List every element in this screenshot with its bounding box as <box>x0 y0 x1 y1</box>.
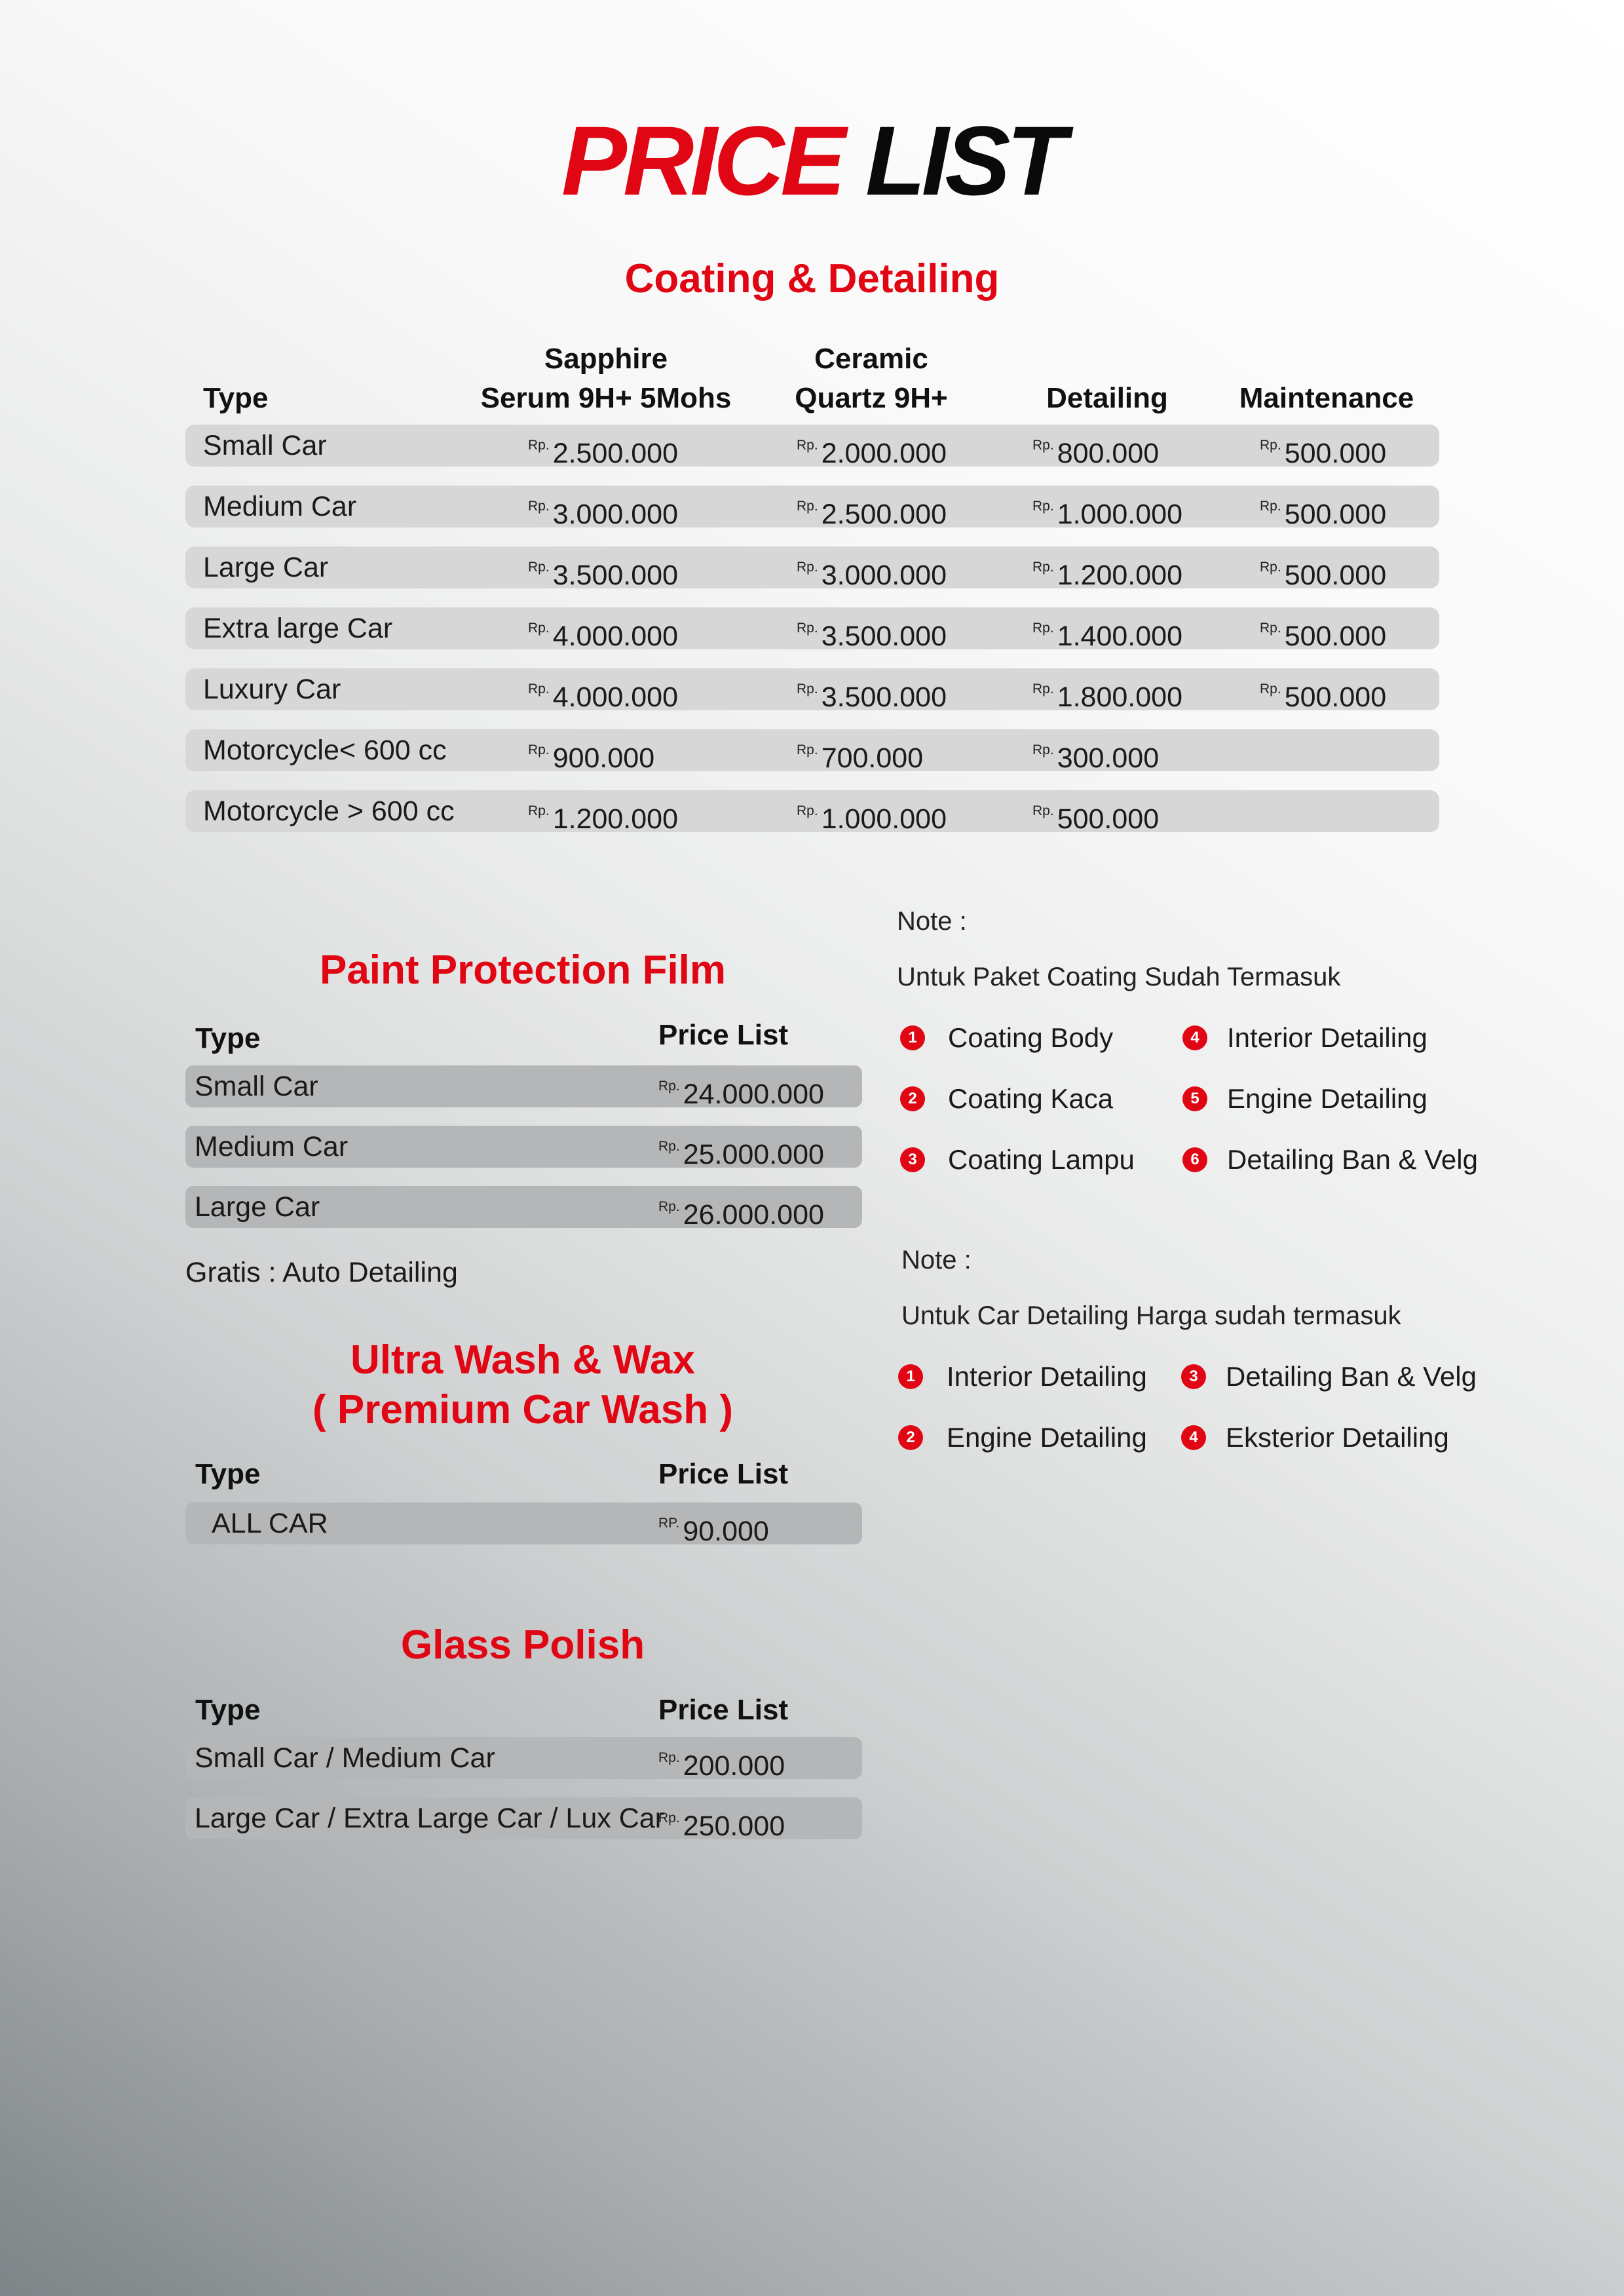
list-item: Engine Detailing <box>947 1422 1147 1453</box>
page-title <box>0 98 1624 223</box>
number-badge-icon: 5 <box>1182 1086 1207 1111</box>
list-item: Coating Body <box>948 1022 1114 1053</box>
number-badge-icon: 4 <box>1181 1425 1206 1450</box>
ppf-header-type: Type <box>195 1022 261 1054</box>
wash-header-price: Price List <box>658 1458 789 1490</box>
ppf-footnote: Gratis : Auto Detailing <box>185 1257 458 1288</box>
coating-header-ceramic-line1: Ceramic <box>814 343 928 375</box>
coating-header-type: Type <box>203 382 269 414</box>
table-row: Luxury Car $^{Rp.}$ 4.000.000 $^{Rp.}$ 3.500.000 $^{Rp.}$ 1.800.000 $^{Rp.}$ 500.000 <box>185 668 1439 710</box>
coating-header-sapphire <box>459 339 753 418</box>
number-badge-icon: 6 <box>1182 1147 1207 1172</box>
coating-header-sapphire-line2: Serum 9H+ 5Mohs <box>480 382 732 414</box>
table-row: Extra large Car $^{Rp.}$ 4.000.000 $^{Rp.}$ 3.500.000 $^{Rp.}$ 1.400.000 $^{Rp.}$ 500.000 <box>185 607 1439 649</box>
table-row: Small Car $^{Rp.}$ 24.000.000 <box>185 1065 862 1107</box>
list-item: Coating Kaca <box>948 1083 1114 1114</box>
note1-label: Note : <box>897 907 967 936</box>
table-row: Small Car $^{Rp.}$ 2.500.000 $^{Rp.}$ 2.000.000 $^{Rp.}$ 800.000 $^{Rp.}$ 500.000 <box>185 425 1439 467</box>
coating-header-ceramic <box>760 339 983 418</box>
title-price: PRICE <box>561 105 842 216</box>
number-badge-icon: 1 <box>900 1025 925 1050</box>
wash-title-line2: ( Premium Car Wash ) <box>312 1387 733 1432</box>
table-row: Large Car $^{Rp.}$ 3.500.000 $^{Rp.}$ 3.000.000 $^{Rp.}$ 1.200.000 $^{Rp.}$ 500.000 <box>185 546 1439 588</box>
number-badge-icon: 2 <box>898 1425 923 1450</box>
coating-header-sapphire-line1: Sapphire <box>544 343 668 375</box>
wash-title-line1: Ultra Wash & Wax <box>350 1337 695 1383</box>
list-item: Coating Lampu <box>948 1144 1135 1175</box>
title-list: LIST <box>865 105 1063 216</box>
table-row: Medium Car $^{Rp.}$ 3.000.000 $^{Rp.}$ 2.500.000 $^{Rp.}$ 1.000.000 $^{Rp.}$ 500.000 <box>185 486 1439 527</box>
glass-section-title: Glass Polish <box>400 1622 645 1668</box>
ppf-header-price: Price List <box>658 1019 789 1051</box>
coating-section-title: Coating & Detailing <box>624 256 1000 301</box>
table-row: Medium Car $^{Rp.}$ 25.000.000 <box>185 1126 862 1168</box>
glass-header-type: Type <box>195 1694 261 1726</box>
wash-header-type: Type <box>195 1458 261 1490</box>
table-row: Large Car $^{Rp.}$ 26.000.000 <box>185 1186 862 1228</box>
table-row: Motorcycle< 600 cc $^{Rp.}$ 900.000 $^{Rp.}$ 700.000 $^{Rp.}$ 300.000 <box>185 729 1439 771</box>
number-badge-icon: 3 <box>1181 1364 1206 1389</box>
list-item: Detailing Ban & Velg <box>1227 1144 1478 1175</box>
note2-text: Untuk Car Detailing Harga sudah termasuk <box>901 1301 1401 1330</box>
note2-label: Note : <box>901 1246 972 1274</box>
list-item: Engine Detailing <box>1227 1083 1427 1114</box>
list-item: Eksterior Detailing <box>1226 1422 1449 1453</box>
glass-header-price: Price List <box>658 1694 789 1726</box>
table-row: Small Car / Medium Car $^{Rp.}$ 200.000 <box>185 1737 862 1779</box>
number-badge-icon: 3 <box>900 1147 925 1172</box>
coating-header-detailing: Detailing <box>1046 382 1168 414</box>
list-item: Interior Detailing <box>1227 1022 1427 1053</box>
list-item: Detailing Ban & Velg <box>1226 1361 1477 1392</box>
wash-section-title <box>185 1335 860 1435</box>
number-badge-icon: 2 <box>900 1086 925 1111</box>
list-item: Interior Detailing <box>947 1361 1147 1392</box>
coating-header-ceramic-line2: Quartz 9H+ <box>795 382 948 414</box>
number-badge-icon: 4 <box>1182 1025 1207 1050</box>
number-badge-icon: 1 <box>898 1364 923 1389</box>
note1-text: Untuk Paket Coating Sudah Termasuk <box>897 963 1341 991</box>
ppf-section-title: Paint Protection Film <box>319 947 727 993</box>
table-row: Large Car / Extra Large Car / Lux Car $^{Rp.}$ 250.000 <box>185 1797 862 1839</box>
coating-header-maintenance: Maintenance <box>1239 382 1414 414</box>
table-row: Motorcycle > 600 cc $^{Rp.}$ 1.200.000 $^{Rp.}$ 1.000.000 $^{Rp.}$ 500.000 <box>185 790 1439 832</box>
table-row: ALL CAR $^{RP.}$ 90.000 <box>185 1502 862 1544</box>
